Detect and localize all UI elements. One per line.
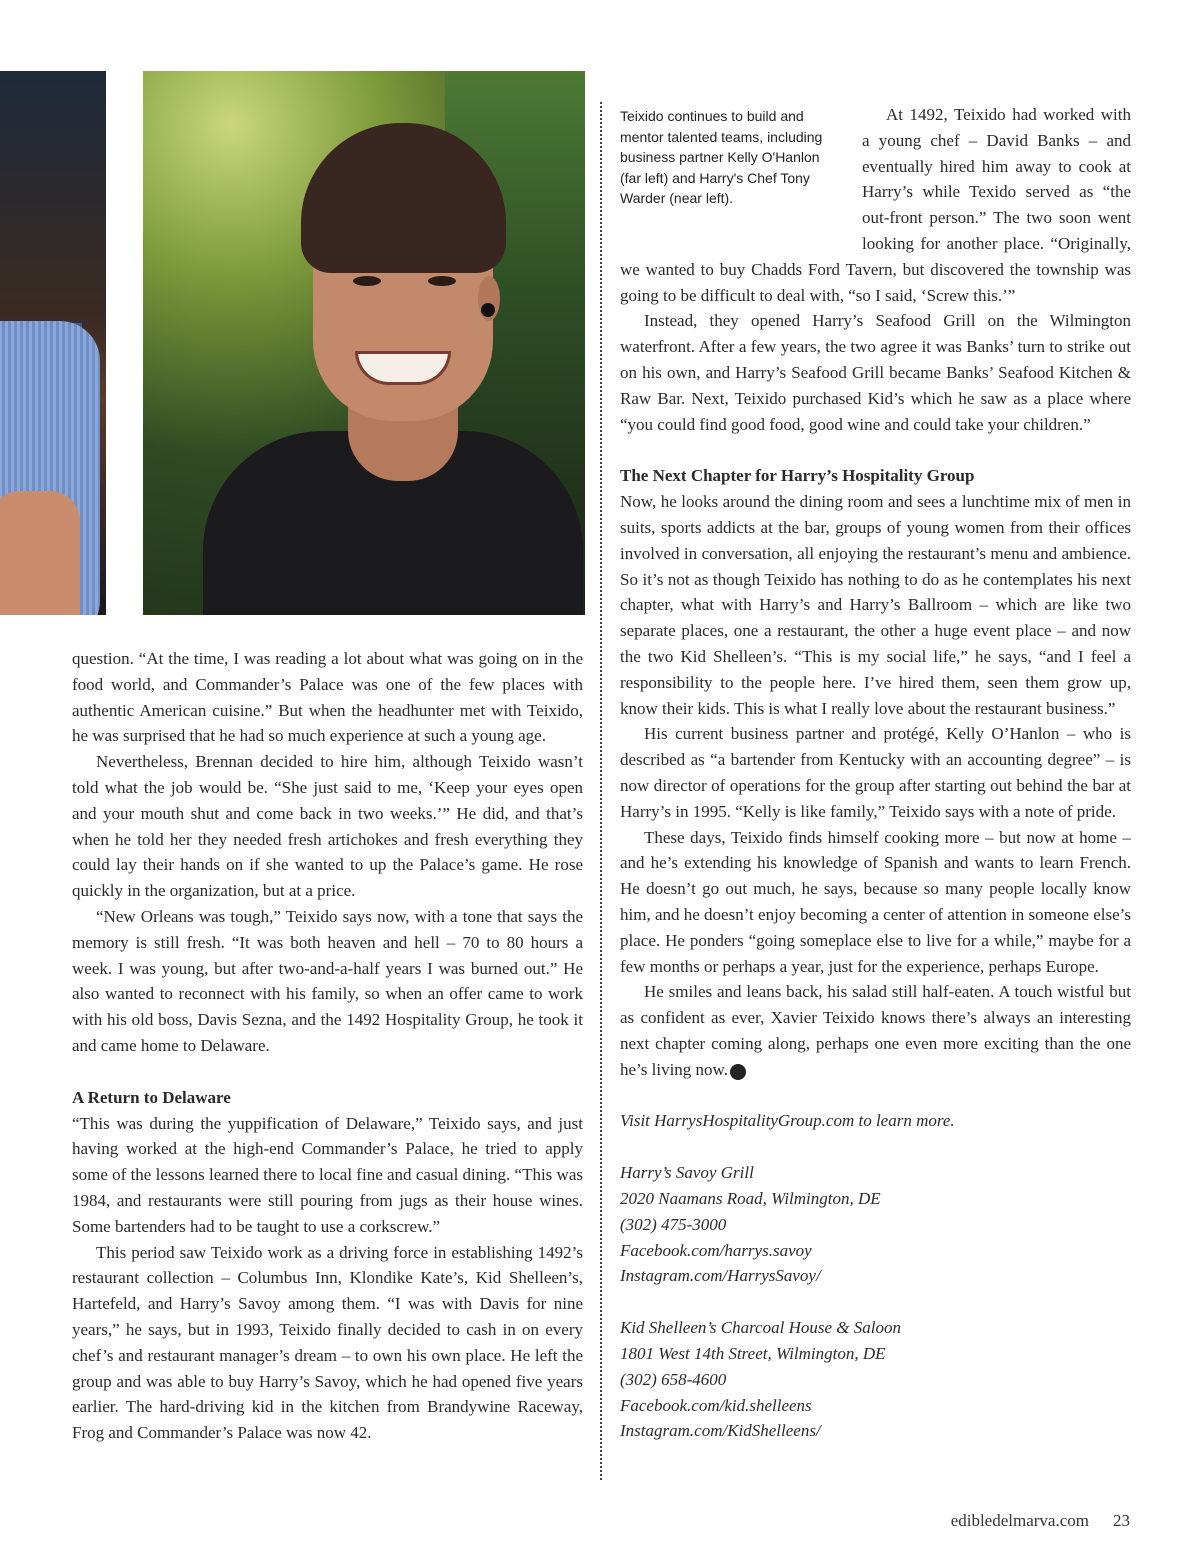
section-heading-next-chapter: The Next Chapter for Harry’s Hospitality Group xyxy=(620,466,975,486)
left-column xyxy=(72,646,583,1446)
kid-shelleens-info xyxy=(620,1315,1131,1444)
left-paragraph-1: question. “At the time, I was reading a lot about what was going on in the food world, and Commander’s Palace was one of the few places with authentic American cuisine.” But when the headhunter met with Teixido, he was surprised that he had so much experience at such a young age. xyxy=(72,649,583,746)
kid-name: Kid Shelleen’s Charcoal House & Saloon xyxy=(620,1318,901,1338)
spacer xyxy=(72,1059,583,1085)
photo-kelly-ohanlon xyxy=(0,71,106,615)
page-number: 23 xyxy=(1113,1511,1130,1530)
right-paragraph-6 xyxy=(620,979,1131,1082)
footer-site[interactable]: edibledelmarva.com xyxy=(950,1511,1089,1530)
hand xyxy=(0,491,80,615)
left-paragraph-4: “This was during the yuppification of Delaware,” Teixido says, and just having worked at the high-end Commander’s Palace, he tried to apply some of the lessons learned there to local fine and casual dining. “This was 1984, and restaurants were still pouring from jugs as their house wines. Some bartenders had to be taught to use a corkscrew.” xyxy=(72,1113,583,1236)
column-divider xyxy=(600,102,602,1480)
kid-phone: (302) 658-4600 xyxy=(620,1369,727,1389)
spacer xyxy=(620,1134,1131,1160)
savoy-phone: (302) 475-3000 xyxy=(620,1214,727,1234)
spacer xyxy=(620,1082,1131,1108)
section-heading-return: A Return to Delaware xyxy=(72,1087,231,1107)
photo-tony-warder xyxy=(143,71,585,615)
right-paragraph-3: Now, he looks around the dining room and sees a lunchtime mix of men in suits, sports addicts at the bar, groups of young women from their offices involved in conversation, all enjoying the restaurant’s menu and ambience. So it’s not as though Teixido has nothing to do as he contemplates his next chapter, what with Harry’s and Harry’s Ballroom – which are like two separate places, one a restaurant, the other a huge event place – and now the two Kid Shelleen’s. “This is my social life,” he says, “and I feel a responsibility to the people here. I’ve hired them, seen them grow up, know their kids. This is what I really love about the restaurant business.” xyxy=(620,492,1131,718)
savoy-address: 2020 Naamans Road, Wilmington, DE xyxy=(620,1189,881,1209)
edible-logo-icon: e xyxy=(730,1064,746,1080)
right-paragraph-1: At 1492, Teixido had worked with a young chef – David Banks – and eventually hired him away to cook at Harry’s while Texido served as “the out-front person.” The two soon went looking for another place. “Originally, we wanted to buy Chadds Ford Tavern, but discovered the township was going to be difficult to deal with, “so I said, ‘Screw this.’” xyxy=(620,105,1131,305)
right-column xyxy=(620,102,1131,1444)
savoy-instagram-link[interactable]: Instagram.com/HarrysSavoy/ xyxy=(620,1266,821,1286)
savoy-name: Harry’s Savoy Grill xyxy=(620,1163,754,1183)
right-paragraph-2: Instead, they opened Harry’s Seafood Grill on the Wilmington waterfront. After a few years, the two agree it was Banks’ turn to strike out on his own, and Harry’s Seafood Grill became Banks’ Seafood Kitchen & Raw Bar. Next, Teixido purchased Kid’s which he saw as a place where “you could find good food, good wine and could take your children.” xyxy=(620,311,1131,434)
spacer xyxy=(620,1289,1131,1315)
spacer xyxy=(620,437,1131,463)
right-paragraph-5: These days, Teixido finds himself cooking more – but now at home – and he’s extending his knowledge of Spanish and wants to learn French. He doesn’t go out much, he says, because so many people locally know him, and he doesn’t enjoy becoming a center of attention in someone else’s place. He ponders “going someplace else to live for a while,” maybe for a few months or perhaps a year, just for the experience, perhaps Europe. xyxy=(620,827,1131,976)
savoy-info xyxy=(620,1160,1131,1289)
kid-instagram-link[interactable]: Instagram.com/KidShelleens/ xyxy=(620,1421,821,1441)
left-paragraph-5: This period saw Teixido work as a driving force in establishing 1492’s restaurant collection – Columbus Inn, Klondike Kate’s, Kid Shelleen’s, Hartefeld, and Harry’s Savoy among them. “I was with Davis for nine years,” he says, but in 1993, Teixido finally decided to cash in on every chef’s and restaurant manager’s dream – to own his own place. He left the group and was able to buy Harry’s Savoy, which he had opened five years earlier. The hard-driving kid in the kitchen from Brandywine Raceway, Frog and Commander’s Palace was now 42. xyxy=(72,1242,583,1443)
left-paragraph-3: “New Orleans was tough,” Teixido says now, with a tone that says the memory is still fresh. “It was both heaven and hell – 70 to 80 hours a week. I was young, but after two-and-a-half years I was burned out.” He also wanted to reconnect with his family, so when an offer came to work with his old boss, Davis Sezna, and the 1492 Hospitality Group, he took it and came home to Delaware. xyxy=(72,906,583,1055)
right-eye xyxy=(428,276,456,286)
closing-text: He smiles and leans back, his salad still half-eaten. A touch wistful but as confident as ever, Xavier Teixido knows there’s always an interesting next chapter coming along, perhaps one even more exciting than the one he’s living now. xyxy=(620,982,1131,1079)
right-paragraph-4: His current business partner and protégé, Kelly O’Hanlon – who is described as “a bartender from Kentucky with an accounting degree” – is now director of operations for the group after starting out behind the bar at Harry’s in 1995. “Kelly is like family,” Teixido says with a note of pride. xyxy=(620,724,1131,821)
caption-space xyxy=(620,102,862,236)
left-paragraph-2: Nevertheless, Brennan decided to hire him, although Teixido wasn’t told what the job would be. “She just said to me, ‘Keep your eyes open and your mouth shut and come back in two weeks.’” He did, and that’s when he told her they needed fresh artichokes and fresh everything they could lay their hands on if she wanted to up the Palace’s game. He rose quickly in the organization, but at a price. xyxy=(72,752,583,901)
page-footer xyxy=(900,1511,1130,1531)
left-eye xyxy=(353,276,381,286)
photo-caption: Teixido continues to build and mentor talented teams, including business partner Kelly O'Hanlon (far left) and Harry's Chef Tony Warder (near left). xyxy=(620,108,823,207)
kid-facebook-link[interactable]: Facebook.com/kid.shelleens xyxy=(620,1395,812,1415)
ear-plug xyxy=(481,303,495,317)
kid-address: 1801 West 14th Street, Wilmington, DE xyxy=(620,1344,886,1364)
savoy-facebook-link[interactable]: Facebook.com/harrys.savoy xyxy=(620,1240,812,1260)
visit-link[interactable]: Visit HarrysHospitalityGroup.com to learn more. xyxy=(620,1111,955,1131)
